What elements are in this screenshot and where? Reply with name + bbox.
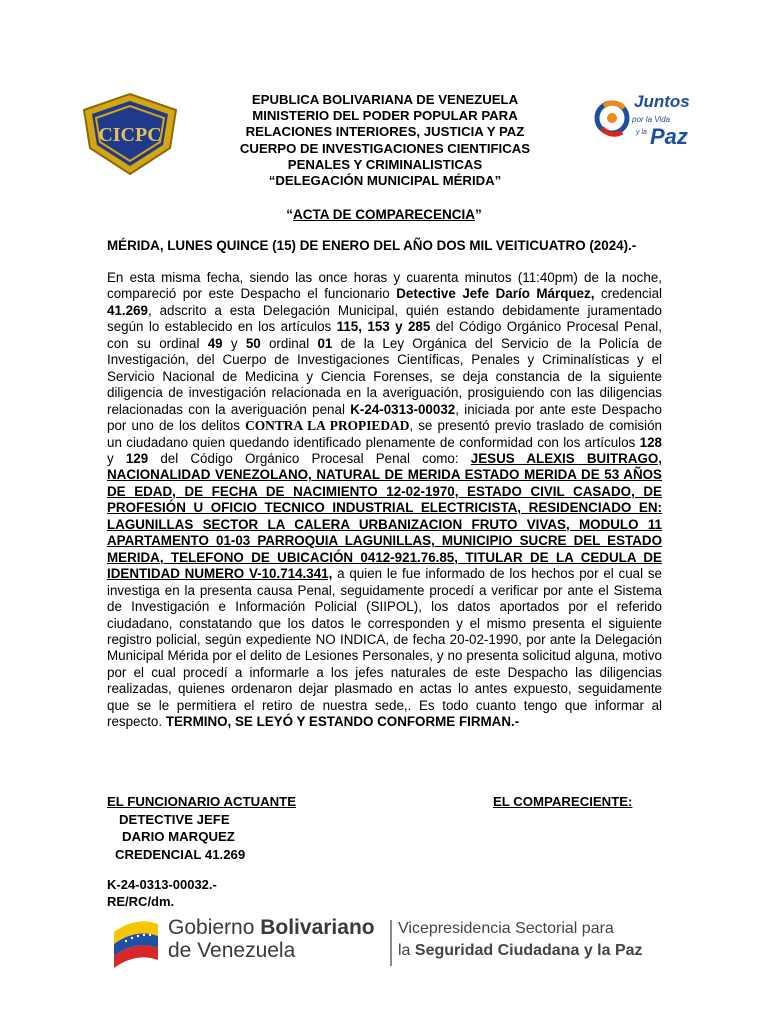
juntos-por-la-vida-logo [594, 88, 702, 148]
body-text: del Código Orgánico Procesal Penal, con su ordinal [107, 319, 663, 351]
gob-prefix: Gobierno [168, 916, 261, 939]
header-line: RELACIONES INTERIORES, JUSTICIA Y PAZ [245, 124, 525, 140]
officer-signature-title: EL FUNCIONARIO ACTUANTE [107, 794, 297, 809]
title-text: ACTA DE COMPARECENCIA [293, 207, 475, 222]
reference-initials: RE/RC/dm. [107, 894, 175, 909]
reference-block [107, 876, 217, 910]
ordinal-number: 50 [245, 335, 261, 351]
government-footer [110, 912, 670, 972]
document-title [0, 207, 768, 222]
header-line: “DELEGACIÓN MUNICIPAL MÉRIDA” [268, 173, 502, 189]
cicpc-badge-logo [78, 88, 182, 178]
ordinal-number: 01 [317, 335, 333, 351]
header-line: EPUBLICA BOLIVARIANA DE VENEZUELA [251, 92, 519, 107]
body-paragraph [107, 270, 662, 731]
case-number: K-24-0313-00032 [350, 401, 456, 417]
credential-number: 41.269 [107, 302, 148, 318]
vice-prefix: la [398, 942, 415, 959]
officer-name-signature: DARIO MARQUEZ [122, 829, 235, 844]
juntos-logo-lettering: por la Vida [632, 115, 671, 124]
article-number: 129 [125, 450, 149, 466]
body-text: , se presentó previo traslado de comisión un ciudadano quien quedando identificado plenamente de conformidad con los artículos [107, 418, 662, 450]
appearing-party-signature-title: EL COMPARECIENTE: [493, 794, 633, 809]
juntos-logo-lettering: Paz [650, 124, 688, 148]
body-text: a quien le fue informado de los hechos por el cual se investiga en la presenta causa Penal, seguidamente procedí a verificar por ante el Sistema de Investigación e Información Policial (SIIPOL), los datos aportados por el referido ciudadano, constatando que los datos le corresponden y el mismo presenta el siguiente registro policial, según expediente NO INDICA, de fecha 20-02-1990, por ante la Delegación Municipal Mérida por el delito de Lesiones Personales, y no presenta solicitud alguna, motivo por el cual procedí a informarle a los jefes naturales de este Despacho las diligencias realizadas, quienes ordenaron dejar plasmado en actas lo antes expuesto, seguidamente que se le permitiera el retiro de nuestra sede,. Es todo cuanto tengo que informar al respecto. [107, 566, 662, 730]
body-text: y [222, 335, 246, 351]
gobierno-bolivariano-text [168, 916, 375, 962]
officer-signature-block [107, 793, 296, 863]
body-text: , iniciada por ante este Despacho por uno de los delitos [107, 401, 662, 434]
closing-statement: TERMINO, SE LEYÓ Y ESTANDO CONFORME FIRMAN.- [165, 714, 520, 730]
gob-bold: Bolivariano [260, 916, 375, 939]
vicepresidencia-text [398, 918, 643, 962]
title-close-quote: ” [475, 207, 482, 222]
body-text: credencial [594, 286, 662, 302]
header-line: PENALES Y CRIMINALISTICAS [287, 156, 483, 172]
juntos-logo-lettering: y la [636, 129, 647, 136]
gob-line2: de Venezuela [168, 939, 296, 962]
body-text: , adscrito a esta Delegación Municipal, quién estando debidamente juramentado según lo establecido en los artículos [107, 302, 662, 335]
vice-bold: Seguridad Ciudadana y la Paz [414, 942, 643, 959]
vice-line1: Vicepresidencia Sectorial para [398, 920, 614, 937]
venezuela-flag-mark-icon [110, 914, 162, 970]
crime-type: CONTRA LA PROPIEDAD [245, 418, 410, 434]
citizen-identification: JESUS ALEXIS BUITRAGO, NACIONALIDAD VENEZOLANO, NATURAL DE MERIDA ESTADO MERIDA DE 53 AÑOS DE EDAD, DE FECHA DE NACIMIENTO 12-02-1970, ESTADO CIVIL CASADO, DE PROFESIÓN U OFICIO TECNICO INDUSTRIAL ELECTRICISTA, RESIDENCIADO EN: LAGUNILLAS SECTOR LA CALERA URBANIZACION FRUTO VIVAS, MODULO 11 APARTAMENTO 01-03 PARROQUIA LAGUNILLAS, MUNICIPIO SUCRE DEL ESTADO MERIDA, TELEFONO DE UBICACIÓN 0412-921.76.85, TITULAR DE LA CEDULA DE IDENTIDAD NUMERO V-10.714.341, [107, 450, 662, 582]
juntos-logo-lettering: Juntos [634, 92, 690, 111]
body-text: de la Ley Orgánica del Servicio de la Policía de Investigación, del Cuerpo de Investigaciones Científicas, Penales y Criminalísticas y el Servicio Nacional de Medicina y Ciencia Forenses, se deja constancia de la siguiente diligencia de investigación relacionada en la averiguación, prosiguiendo con las diligencias relacionadas con la averiguación penal [107, 335, 663, 417]
institution-header [180, 92, 590, 189]
header-line: CUERPO DE INVESTIGACIONES CIENTIFICAS [239, 140, 531, 156]
officer-name: Detective Jefe Darío Márquez, [396, 286, 595, 302]
officer-rank: DETECTIVE JEFE [119, 811, 230, 827]
body-text: ordinal [260, 335, 318, 351]
title-open-quote: “ [286, 207, 293, 222]
officer-credential: CREDENCIAL 41.269 [115, 846, 246, 862]
article-numbers: 115, 153 y 285 [336, 319, 431, 335]
date-line: MÉRIDA, LUNES QUINCE (15) DE ENERO DEL AÑO DOS MIL VEITICUATRO (2024).- [107, 238, 637, 253]
cicpc-logo-lettering: CICPC [98, 124, 162, 146]
ordinal-number: 49 [207, 335, 223, 351]
body-text: En esta misma fecha, siendo las once horas y cuarenta minutos (11:40pm) de la noche, compareció por este Despacho el funcionario [107, 270, 662, 302]
reference-code: K-24-0313-00032.- [107, 877, 217, 892]
header-line: MINISTERIO DEL PODER POPULAR PARA [252, 108, 518, 124]
footer-divider [390, 920, 392, 966]
body-text: y [107, 450, 126, 466]
article-number: 128 [639, 434, 662, 450]
body-text: del Código Orgánico Procesal Penal como: [148, 450, 471, 466]
